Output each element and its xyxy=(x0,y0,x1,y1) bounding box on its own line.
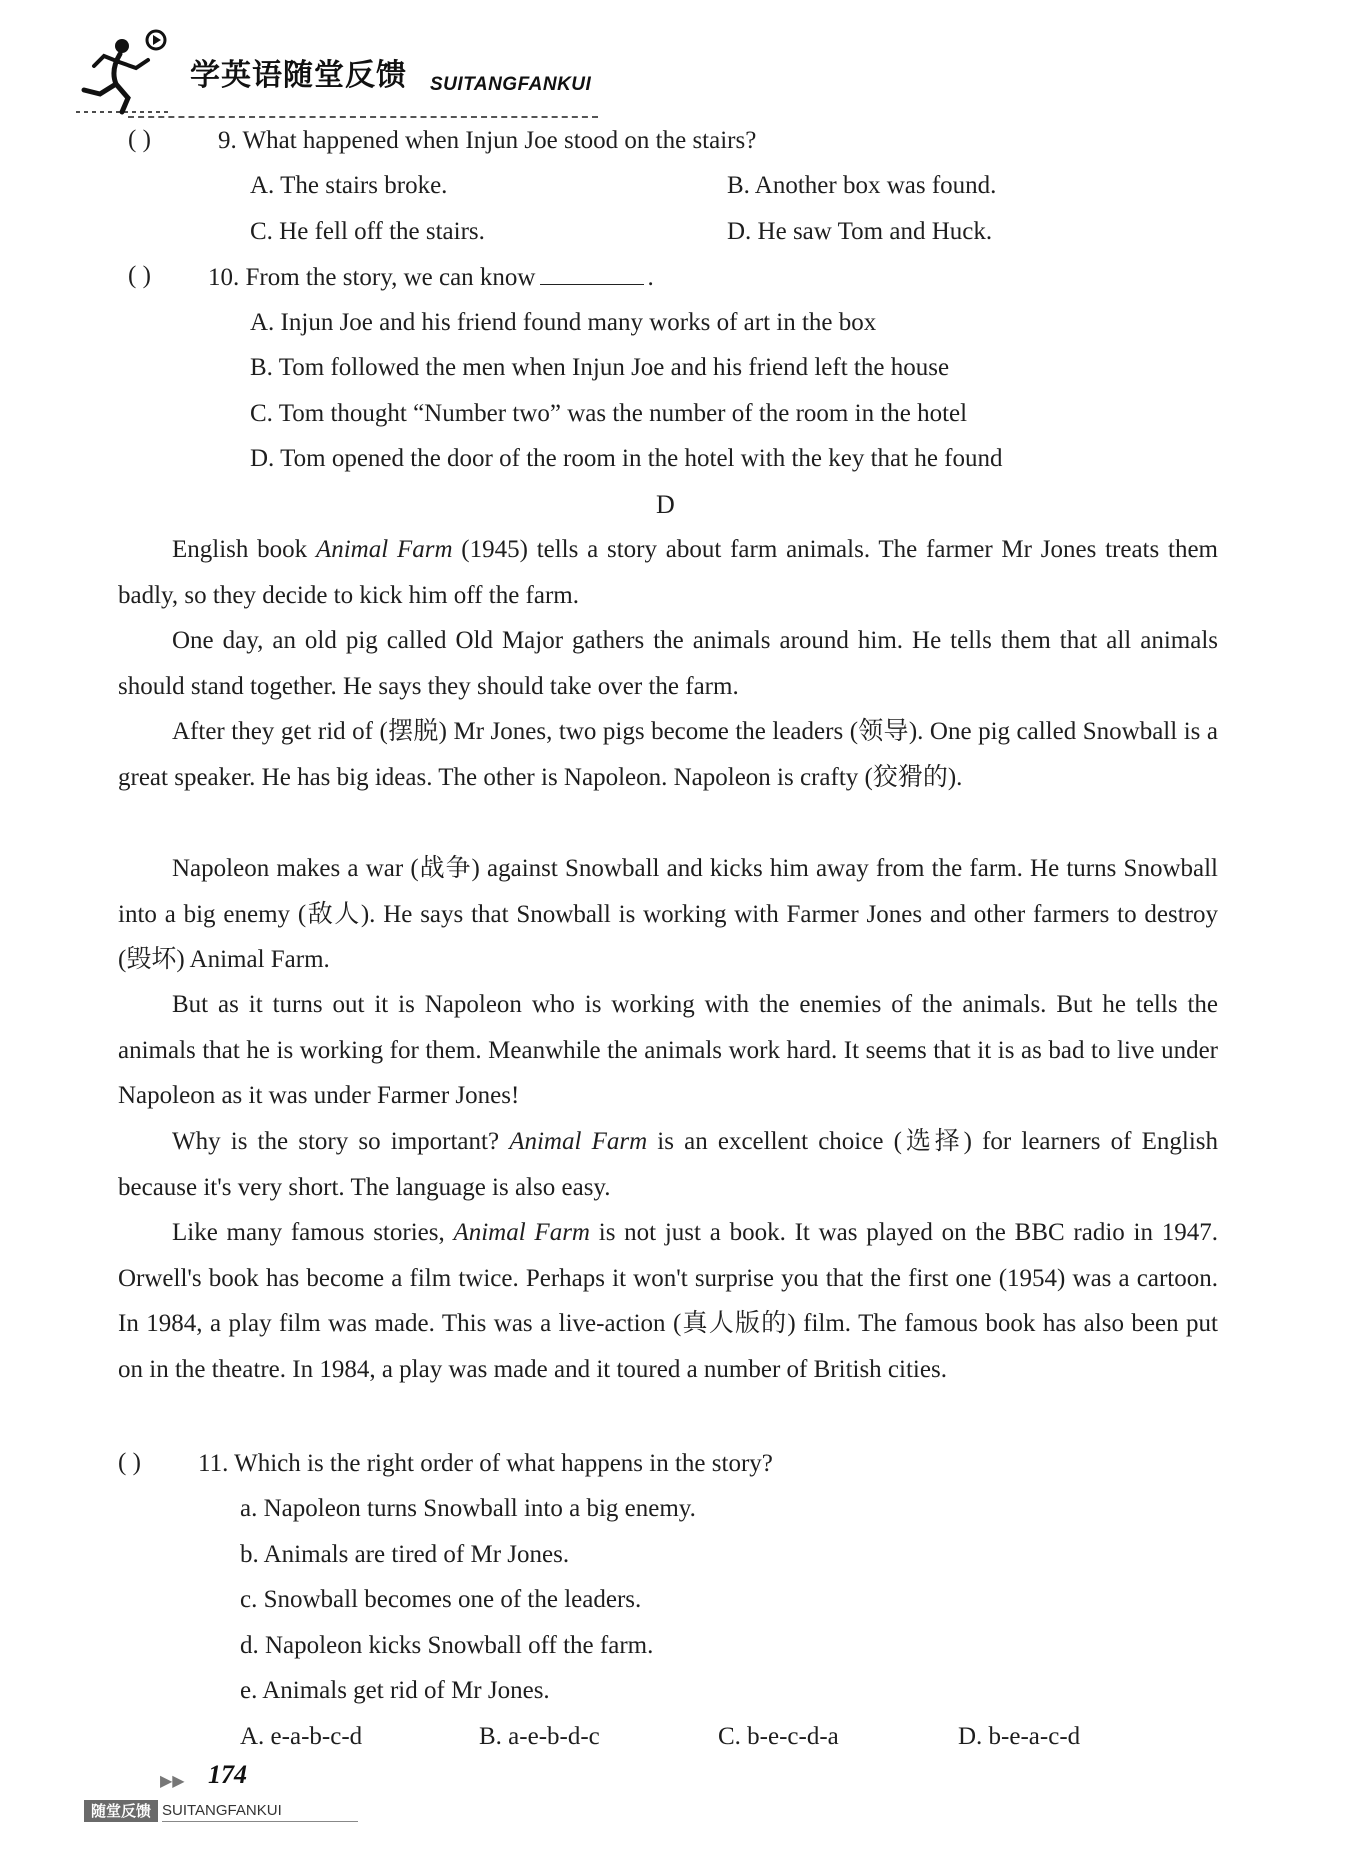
footer-label-cn: 随堂反馈 xyxy=(84,1800,158,1822)
q10-option-b: B. Tom followed the men when Injun Joe and his friend left the house xyxy=(250,354,950,381)
p7-text-a: Like many famous stories, xyxy=(172,1219,454,1246)
passage-title: D xyxy=(656,490,675,519)
q11-event-e: e. Animals get rid of Mr Jones. xyxy=(240,1677,550,1704)
q11-option-b: B. a-e-b-d-c xyxy=(479,1723,600,1750)
p7-book-title: Animal Farm xyxy=(453,1219,590,1246)
footer-label xyxy=(84,1800,280,1822)
q9-option-d: D. He saw Tom and Huck. xyxy=(727,218,993,245)
passage-paragraph-6 xyxy=(118,1119,1218,1210)
q11-option-c: C. b-e-c-d-a xyxy=(718,1723,839,1750)
q10-stem-text: 10. From the story, we can know xyxy=(208,264,536,291)
runner-logo-icon xyxy=(70,24,180,116)
q11-event-d: d. Napoleon kicks Snowball off the farm. xyxy=(240,1632,654,1659)
q11-event-b: b. Animals are tired of Mr Jones. xyxy=(240,1541,570,1568)
p1-text-a: English book xyxy=(172,536,316,563)
p7-text-b: is not just a book. It was played on the BBC radio in 1947. Orwell's book has become a film twice. Perhaps it won't surprise you that the first one (1954) was a cartoon. In 1984, a play film was made. This was a live-action (真人版的) film. The famous book has also been put on in the theatre. In 1984, a play was made and it toured a number of British cities. xyxy=(118,1219,1218,1383)
q9-stem: 9. What happened when Injun Joe stood on the stairs? xyxy=(218,127,757,154)
page-header xyxy=(60,16,620,116)
p1-book-title: Animal Farm xyxy=(315,536,453,563)
q11-stem: 11. Which is the right order of what happens in the story? xyxy=(198,1450,773,1477)
passage-paragraph-3 xyxy=(118,709,1218,800)
q10-stem xyxy=(208,262,654,293)
q10-answer-paren: ( ) xyxy=(128,262,151,289)
q11-answer-paren: ( ) xyxy=(118,1449,141,1476)
p5-text: But as it turns out it is Napoleon who is working with the enemies of the animals. But he tells the animals that he is working for them. Meanwhile the animals work hard. It seems that it is as bad to live under Napoleon as it was under Farmer Jones! xyxy=(118,991,1218,1109)
footer-divider xyxy=(162,1821,358,1822)
passage-paragraph-1 xyxy=(118,527,1218,618)
q11-event-a: a. Napoleon turns Snowball into a big enemy. xyxy=(240,1495,696,1522)
q11-option-a: A. e-a-b-c-d xyxy=(240,1723,363,1750)
q9-answer-paren: ( ) xyxy=(128,126,151,153)
header-title-en: SUITANGFANKUI xyxy=(430,74,592,95)
q9-option-b: B. Another box was found. xyxy=(727,172,997,199)
p2-text: One day, an old pig called Old Major gathers the animals around him. He tells them that all animals should stand together. He says they should take over the farm. xyxy=(118,627,1218,700)
header-divider xyxy=(128,116,598,118)
double-arrow-icon: ▶▶ xyxy=(160,1771,185,1790)
q11-event-c: c. Snowball becomes one of the leaders. xyxy=(240,1586,642,1613)
q10-option-c: C. Tom thought “Number two” was the number of the room in the hotel xyxy=(250,400,968,427)
q11-option-d: D. b-e-a-c-d xyxy=(958,1723,1081,1750)
passage-paragraph-5 xyxy=(118,982,1218,1119)
p6-text-a: Why is the story so important? xyxy=(172,1128,510,1155)
page-number: 174 xyxy=(208,1760,247,1789)
header-title-cn: 学英语随堂反馈 xyxy=(190,58,407,93)
footer-label-en: SUITANGFANKUI xyxy=(162,1802,282,1819)
q10-blank xyxy=(540,262,644,285)
q9-option-c: C. He fell off the stairs. xyxy=(250,218,485,245)
q9-option-a: A. The stairs broke. xyxy=(250,172,448,199)
p6-text-b: is an excellent choice (选择) for learners of English because it's very short. The language is also easy. xyxy=(118,1128,1218,1201)
p3-text: After they get rid of (摆脱) Mr Jones, two pigs become the leaders (领导). One pig called Snowball is a great speaker. He has big ideas. The other is Napoleon. Napoleon is crafty (狡猾的). xyxy=(118,718,1218,791)
q10-option-d: D. Tom opened the door of the room in the hotel with the key that he found xyxy=(250,445,1003,472)
p4-text: Napoleon makes a war (战争) against Snowball and kicks him away from the farm. He turns Snowball into a big enemy (敌人). He says that Snowball is working with Farmer Jones and other farmers to destroy (毁坏) Animal Farm. xyxy=(118,855,1218,973)
passage-paragraph-2 xyxy=(118,618,1218,709)
q10-stem-end: . xyxy=(647,264,654,291)
passage-paragraph-7 xyxy=(118,1210,1218,1392)
p6-book-title: Animal Farm xyxy=(509,1128,648,1155)
q10-option-a: A. Injun Joe and his friend found many works of art in the box xyxy=(250,309,877,336)
passage-paragraph-4 xyxy=(118,846,1218,983)
p1-text-b: (1945) tells a story about farm animals. The farmer Mr Jones treats them badly, so they decide to kick him off the farm. xyxy=(118,536,1218,609)
